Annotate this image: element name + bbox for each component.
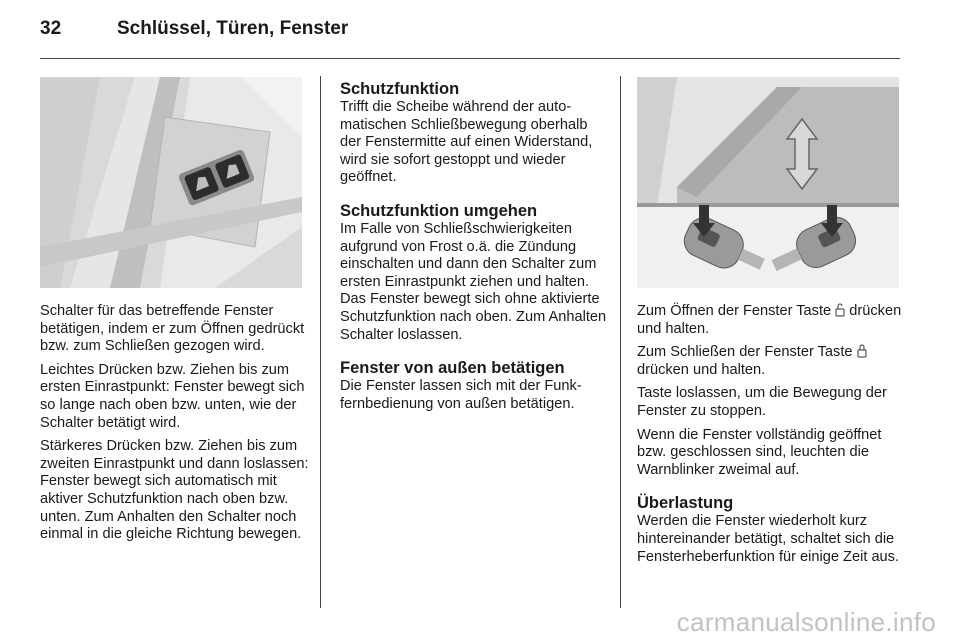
close-instruction: Zum Schließen der Fenster Taste drücken und halten. xyxy=(637,344,902,379)
paragraph: Leichtes Drücken bzw. Ziehen bis zum ersten Einrastpunkt: Fenster bewegt sich so lange nach oben bzw. unten, wie der Schalter betätigt wird. xyxy=(40,361,305,431)
section-heading: Schutzfunktion umgehen xyxy=(340,201,538,220)
header-rule xyxy=(40,58,900,59)
watermark: carmanualsonline.info xyxy=(676,607,936,637)
section-text: Im Falle von Schließschwierigkeiten aufgrund von Frost o.ä. die Zündung einschalten und dann den Schalter zum ersten Einrastpunkt ziehen und halten. Das Fenster bewegt sich ohne aktivierte Schutzfunktion nach oben. Zum Anhalten Schalter loslassen. xyxy=(340,220,607,343)
unlock-key-icon xyxy=(835,303,845,317)
section-text: Trifft die Scheibe während der automatischen Schließbewegung oberhalb der Fenstermitte auf einen Widerstand, wird sie sofort gestoppt und wieder geöffnet. xyxy=(340,99,593,186)
paragraph: Stärkeres Drücken bzw. Ziehen bis zum zweiten Einrastpunkt und dann loslassen: Fenster bewegt sich automatisch mit aktiver Schutzfunktion nach oben bzw. unten. Zum Anhalten den Schalter noch einmal in die gleiche Richtung bewegen. xyxy=(40,438,309,543)
middle-column xyxy=(340,79,608,427)
section-bypass-protection xyxy=(340,201,608,344)
section-heading: Schutzfunktion xyxy=(340,80,460,98)
left-column xyxy=(40,303,310,550)
release-instruction: Taste loslassen, um die Bewegung der Fenster zu stoppen. xyxy=(637,385,887,419)
column-divider xyxy=(320,76,321,608)
paragraph: Schalter für das betreffende Fenster betätigen, indem er zum Öffnen gedrückt bzw. zum Schließen gezogen wird. xyxy=(40,303,305,355)
page-number: 32 xyxy=(40,18,62,39)
section-text: Werden die Fenster wiederholt kurz hintereinander betätigt, schaltet sich die Fensterheberfunktion für einige Zeit aus. xyxy=(637,513,900,565)
column-divider xyxy=(620,76,621,608)
indicator-note: Wenn die Fenster vollständig geöffnet bzw. geschlossen sind, leuchten die Warnblinker zweimal auf. xyxy=(637,426,882,478)
section-heading: Fenster von außen betätigen xyxy=(340,359,565,378)
open-instruction: Zum Öffnen der Fenster Taste drücken und halten. xyxy=(637,303,902,337)
window-switch-illustration xyxy=(40,77,302,288)
section-text: Die Fenster lassen sich mit der Funkfernbedienung von außen betätigen. xyxy=(340,378,582,412)
section-protection xyxy=(340,79,608,187)
remote-key-window-illustration xyxy=(637,77,899,288)
section-heading: Überlastung xyxy=(637,494,734,513)
lock-key-icon xyxy=(857,344,867,358)
page-title: Schlüssel, Türen, Fenster xyxy=(117,18,349,39)
section-remote-operation xyxy=(340,358,608,413)
right-column xyxy=(637,303,902,572)
